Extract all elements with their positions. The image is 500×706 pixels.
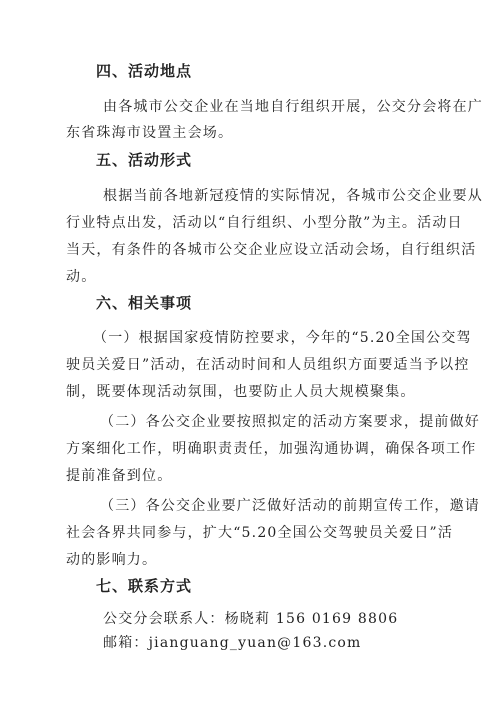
paragraph-line: 提前准备到位。	[66, 468, 173, 484]
paragraph-line: 制，既要体现活动氛围，也要防止人员大规模聚集。	[66, 384, 416, 400]
paragraph-line: 社会各界共同参与，扩大“5.20全国公交驾驶员关爱日”活	[66, 525, 454, 541]
contact-person: 公交分会联系人：杨晓莉 156 0169 8806	[103, 611, 399, 627]
section-heading-contact: 七、联系方式	[96, 577, 193, 595]
paragraph-line: 行业特点出发，活动以“自行组织、小型分散”为主。活动日	[66, 215, 463, 231]
section-heading-format: 五、活动形式	[96, 151, 193, 169]
paragraph-line: 动的影响力。	[66, 552, 158, 568]
paragraph-line: 驶员关爱日”活动，在活动时间和人员组织方面要适当予以控	[66, 357, 470, 373]
paragraph-line: （三）各公交企业要广泛做好活动的前期宣传工作，邀请	[100, 498, 480, 514]
paragraph-line: （二）各公交企业要按照拟定的活动方案要求，提前做好	[100, 414, 480, 430]
paragraph-line: 根据当前各地新冠疫情的实际情况，各城市公交企业要从	[103, 188, 483, 204]
contact-email: 邮箱：jianguang_yuan@163.com	[103, 635, 362, 651]
paragraph-line: 动。	[66, 269, 97, 285]
section-heading-location: 四、活动地点	[96, 62, 193, 80]
paragraph-line: 东省珠海市设置主会场。	[66, 125, 234, 141]
paragraph-line: 由各城市公交企业在当地自行组织开展，公交分会将在广	[103, 99, 483, 115]
paragraph-line: （一）根据国家疫情防控要求，今年的“5.20全国公交驾	[93, 330, 472, 346]
section-heading-matters: 六、相关事项	[96, 294, 193, 312]
paragraph-line: 方案细化工作，明确职责责任，加强沟通协调，确保各项工作	[66, 441, 477, 457]
paragraph-line: 当天，有条件的各城市公交企业应设立活动会场，自行组织活	[66, 242, 477, 258]
